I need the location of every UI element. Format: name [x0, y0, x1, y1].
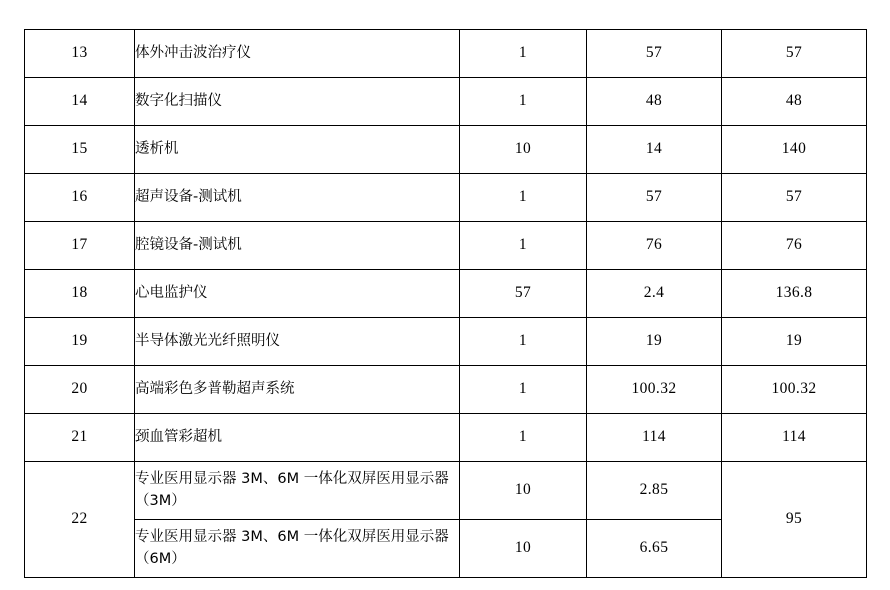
row-amount: 76: [722, 222, 867, 270]
table-row: [25, 366, 867, 414]
row-equipment-name: 透析机: [135, 126, 460, 174]
table-row: [25, 462, 867, 520]
row-unit-price: 114: [587, 414, 722, 462]
row-unit-price: 19: [587, 318, 722, 366]
row-quantity: 1: [460, 78, 587, 126]
row-index: 20: [25, 366, 135, 414]
row-equipment-name: 腔镜设备-测试机: [135, 222, 460, 270]
row-amount: 57: [722, 174, 867, 222]
row-quantity: 1: [460, 318, 587, 366]
row-unit-price: 2.85: [587, 462, 722, 520]
row-index: 16: [25, 174, 135, 222]
table-row: [25, 78, 867, 126]
row-quantity: 10: [460, 126, 587, 174]
row-amount: 19: [722, 318, 867, 366]
table-body: [25, 30, 867, 578]
row-index: 19: [25, 318, 135, 366]
row-equipment-name: [135, 520, 460, 578]
table-row: [25, 270, 867, 318]
row-quantity: 10: [460, 462, 587, 520]
row-amount: 140: [722, 126, 867, 174]
row-index: 14: [25, 78, 135, 126]
row-amount: 95: [722, 462, 867, 578]
row-index: 15: [25, 126, 135, 174]
row-quantity: 1: [460, 30, 587, 78]
row-unit-price: 2.4: [587, 270, 722, 318]
table-row: [25, 174, 867, 222]
row-quantity: 1: [460, 222, 587, 270]
table-row: [25, 126, 867, 174]
row-unit-price: 57: [587, 174, 722, 222]
table-row: [25, 222, 867, 270]
row-index: 13: [25, 30, 135, 78]
row-quantity: 1: [460, 174, 587, 222]
row-equipment-name: 心电监护仪: [135, 270, 460, 318]
row-amount: 114: [722, 414, 867, 462]
row-quantity: 1: [460, 414, 587, 462]
row-index: 22: [25, 462, 135, 578]
row-quantity: 57: [460, 270, 587, 318]
row-unit-price: 76: [587, 222, 722, 270]
table-row: [25, 318, 867, 366]
row-amount: 57: [722, 30, 867, 78]
row-unit-price: 6.65: [587, 520, 722, 578]
table-row: [25, 30, 867, 78]
row-amount: 136.8: [722, 270, 867, 318]
row-amount: 48: [722, 78, 867, 126]
row-index: 17: [25, 222, 135, 270]
row-unit-price: 100.32: [587, 366, 722, 414]
row-index: 21: [25, 414, 135, 462]
row-equipment-name: [135, 462, 460, 520]
row-unit-price: 48: [587, 78, 722, 126]
row-equipment-name: 高端彩色多普勒超声系统: [135, 366, 460, 414]
row-equipment-name: 半导体激光光纤照明仪: [135, 318, 460, 366]
row-index: 18: [25, 270, 135, 318]
row-equipment-name: 超声设备-测试机: [135, 174, 460, 222]
row-equipment-name: 数字化扫描仪: [135, 78, 460, 126]
row-equipment-name: 颈血管彩超机: [135, 414, 460, 462]
equipment-table: [24, 29, 867, 578]
row-equipment-name-text: 专业医用显示器 3M、6M 一体化双屏医用显示器（6M）: [135, 528, 449, 567]
row-amount: 100.32: [722, 366, 867, 414]
row-equipment-name: 体外冲击波治疗仪: [135, 30, 460, 78]
row-quantity: 10: [460, 520, 587, 578]
row-unit-price: 57: [587, 30, 722, 78]
row-equipment-name-text: 专业医用显示器 3M、6M 一体化双屏医用显示器（3M）: [135, 470, 449, 509]
row-unit-price: 14: [587, 126, 722, 174]
table-row: [25, 414, 867, 462]
row-quantity: 1: [460, 366, 587, 414]
